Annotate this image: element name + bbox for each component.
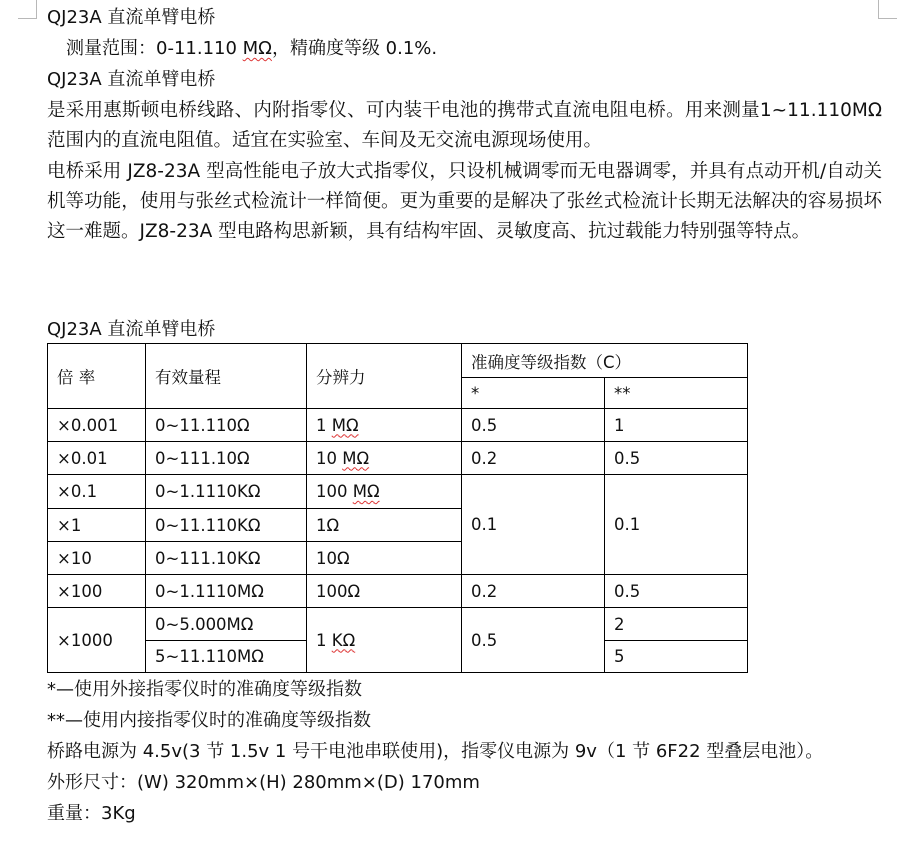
table-row [48,575,748,608]
resolution-unit: KΩ [331,630,356,650]
note-size: 外形尺寸：(W) 320mm×(H) 280mm×(D) 170mm [47,772,480,793]
table-row [48,442,748,475]
cell-multiplier: ×100 [48,575,146,608]
header-resolution: 分辨力 [307,344,462,409]
header-range: 有效量程 [146,344,307,409]
cell-range: 0~111.10Ω [146,442,307,475]
cell-accuracy-star: 0.2 [462,575,605,608]
spec-unit: MΩ [242,38,272,59]
cell-accuracy-dstar: 2 [605,608,748,641]
page-corner-mark-right [878,0,897,19]
cell-multiplier: ×0.001 [48,409,146,442]
header-multiplier: 倍 率 [48,344,146,409]
table-header-row [48,344,748,378]
cell-accuracy-star: 0.5 [462,608,605,673]
cell-range: 0~5.000MΩ [146,608,307,641]
resolution-number: 100 [316,482,353,501]
table-row [48,475,748,509]
cell-accuracy-dstar-merged: 0.1 [605,475,748,575]
spec-table [47,343,748,673]
resolution-number: 10 [316,448,343,468]
cell-accuracy-dstar: 0.5 [605,442,748,475]
intro-paragraph-1: 是采用惠斯顿电桥线路、内附指零仪、可内装干电池的携带式直流电阻电桥。用来测量1~11.110MΩ范围内的直流电阻值。适宜在实验室、车间及无交流电源现场使用。 [47,100,882,151]
page-corner-mark-left [18,0,37,19]
header-title: QJ23A 直流单臂电桥 [47,7,216,28]
header-dstar: ** [605,378,748,409]
cell-accuracy-star: 0.5 [462,409,605,442]
cell-multiplier: ×1000 [48,608,146,673]
cell-multiplier: ×1 [48,509,146,542]
cell-range: 0~111.10KΩ [146,542,307,575]
intro-title: QJ23A 直流单臂电桥 [47,69,216,90]
table-caption: QJ23A 直流单臂电桥 [47,319,216,340]
note-dstar: **—使用内接指零仪时的准确度等级指数 [47,710,371,731]
cell-resolution [307,475,462,509]
cell-accuracy-star: 0.2 [462,442,605,475]
cell-resolution [307,409,462,442]
resolution-unit: MΩ [342,448,370,468]
cell-range: 0~11.110KΩ [146,509,307,542]
cell-range: 5~11.110MΩ [146,641,307,673]
note-star: *—使用外接指零仪时的准确度等级指数 [47,679,362,700]
header-accuracy: 准确度等级指数（C） [462,344,748,378]
note-power: 桥路电源为 4.5v(3 节 1.5v 1 号干电池串联使用)，指零仪电源为 9v（1 节 6F22 型叠层电池）。 [47,741,824,762]
cell-range: 0~1.1110KΩ [146,475,307,509]
cell-resolution [307,442,462,475]
table-row [48,608,748,641]
spec-suffix: ，精确度等级 0.1%. [271,38,438,59]
cell-multiplier: ×10 [48,542,146,575]
note-weight: 重量：3Kg [47,803,136,824]
cell-range: 0~1.1110MΩ [146,575,307,608]
resolution-number: 1 [316,415,332,435]
cell-resolution [307,608,462,673]
cell-accuracy-star-merged: 0.1 [462,475,605,575]
cell-resolution: 100Ω [307,575,462,608]
resolution-unit: MΩ [331,415,359,435]
cell-multiplier: ×0.1 [48,475,146,509]
intro-paragraph-2: 电桥采用 JZ8-23A 型高性能电子放大式指零仪，只设机械调零而无电器调零，并具有点动开机/自动关机等功能，使用与张丝式检流计一样简便。更为重要的是解决了张丝式检流计长期无法解决的容易损坏这一难题。JZ8-23A 型电路构思新颖，具有结构牢固、灵敏度高、抗过载能力特别强等特点。 [47,161,882,242]
resolution-unit: MΩ [352,482,380,501]
header-star: * [462,378,605,409]
cell-range: 0~11.110Ω [146,409,307,442]
cell-accuracy-dstar: 0.5 [605,575,748,608]
cell-resolution: 10Ω [307,542,462,575]
cell-accuracy-dstar: 1 [605,409,748,442]
spec-line [66,38,437,60]
resolution-number: 1 [316,630,332,650]
table-row [48,409,748,442]
cell-accuracy-dstar: 5 [605,641,748,673]
cell-resolution: 1Ω [307,509,462,542]
cell-multiplier: ×0.01 [48,442,146,475]
spec-prefix: 测量范围：0-11.110 [66,38,243,59]
